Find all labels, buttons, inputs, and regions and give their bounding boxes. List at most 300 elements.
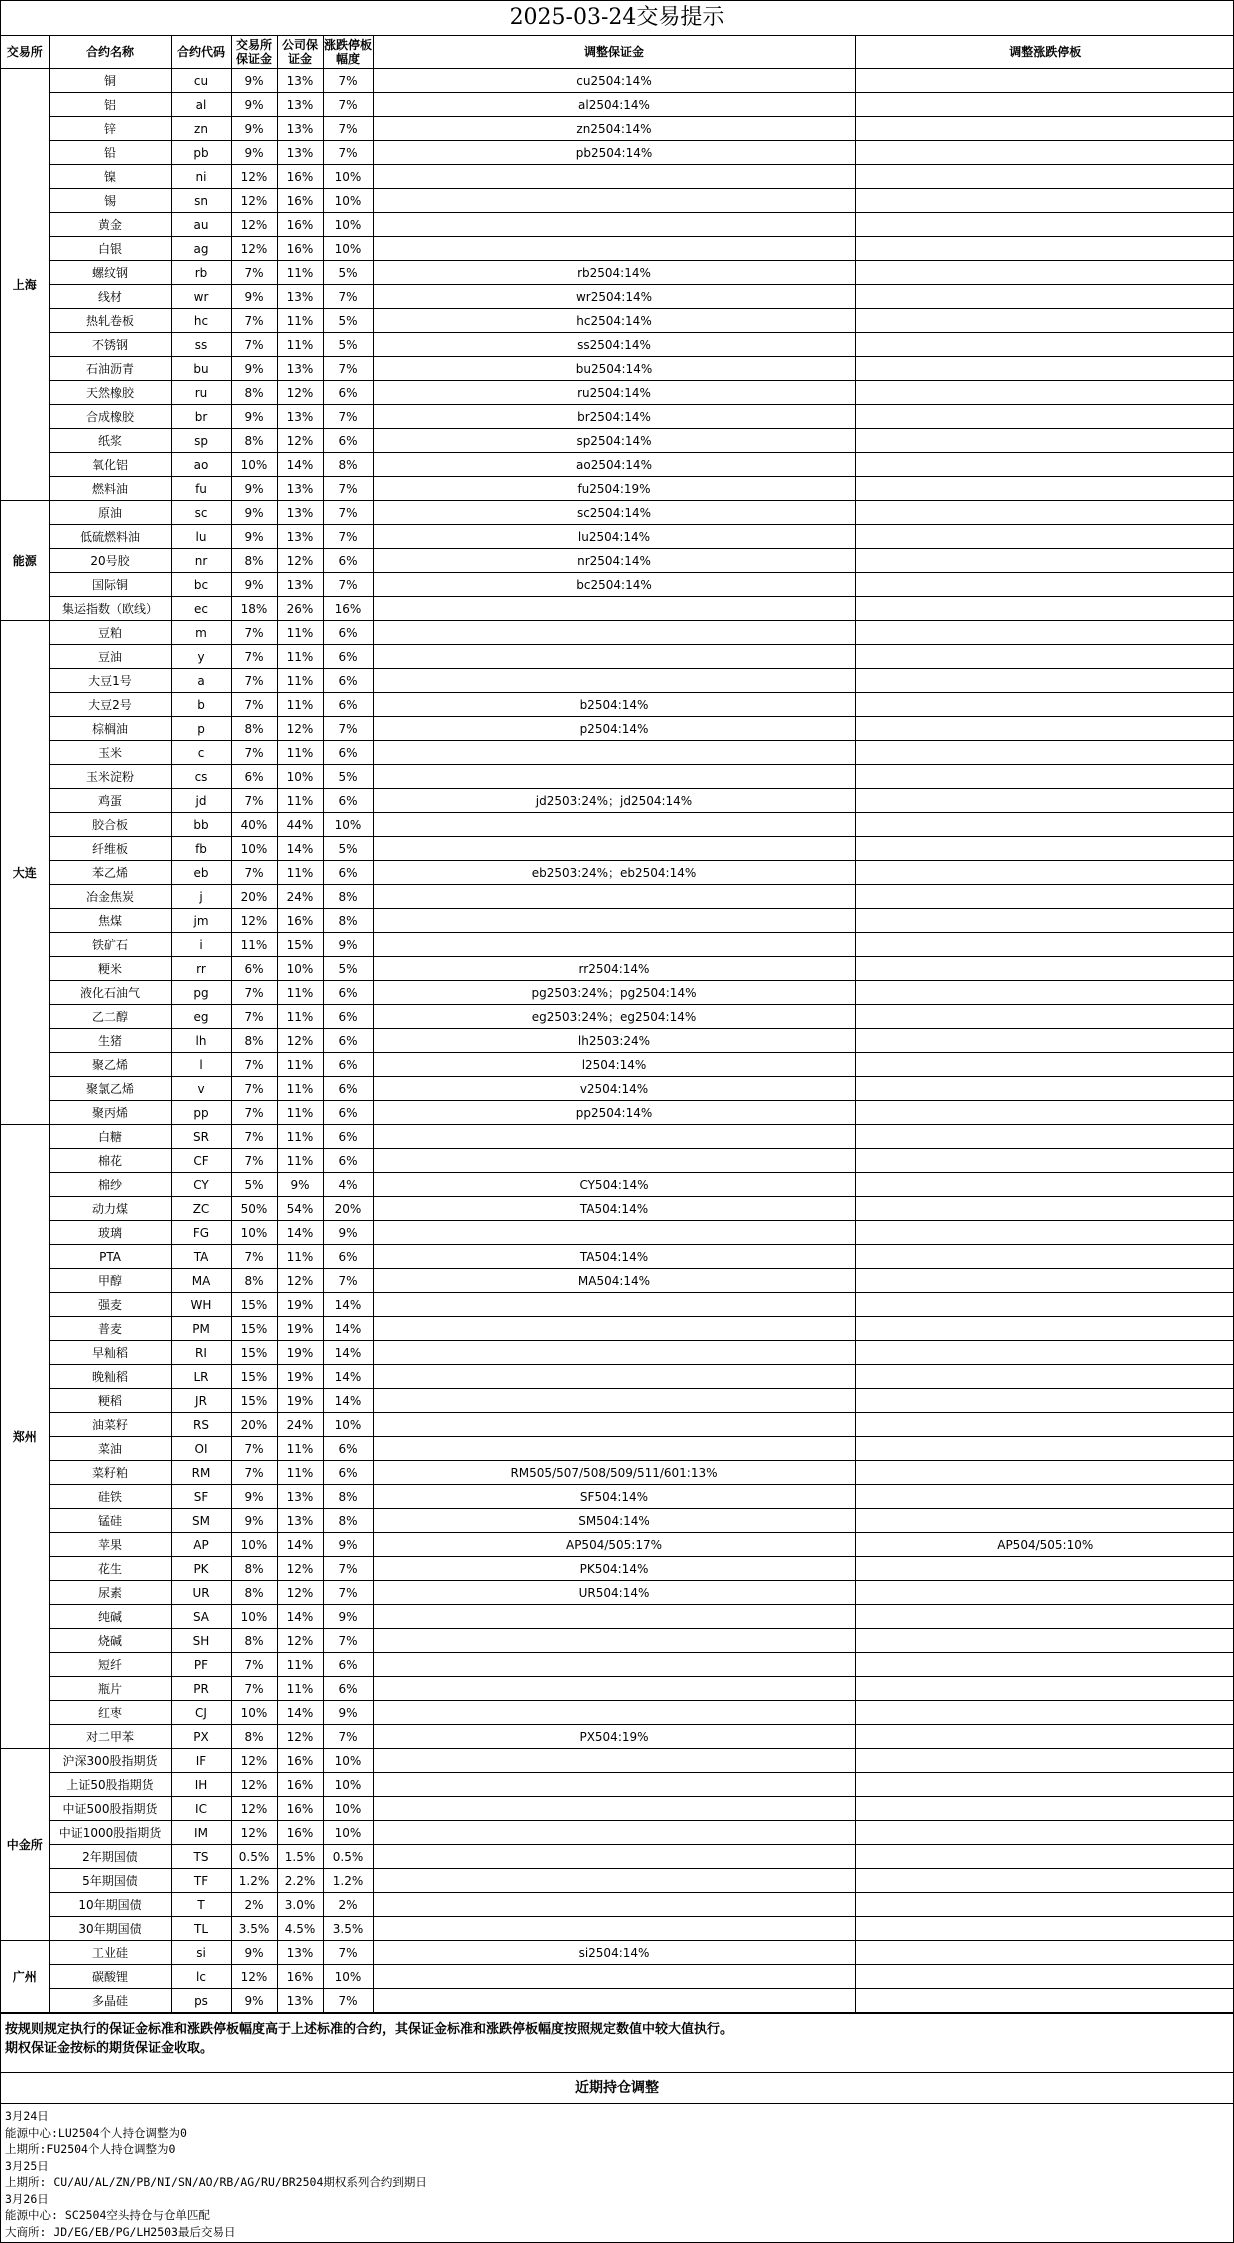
company-margin-cell: 11% [277, 861, 323, 885]
exchange-margin-cell: 10% [231, 1221, 277, 1245]
company-margin-cell: 13% [277, 525, 323, 549]
adjusted-margin-cell [373, 1749, 855, 1773]
company-margin-cell: 11% [277, 645, 323, 669]
adjusted-limit-cell [855, 285, 1234, 309]
adjusted-limit-cell [855, 525, 1234, 549]
exchange-margin-cell: 50% [231, 1197, 277, 1221]
price-limit-cell: 7% [323, 1581, 373, 1605]
contract-name-cell: 液化石油气 [49, 981, 171, 1005]
contract-code-cell: SR [171, 1125, 231, 1149]
table-row [1, 213, 1234, 237]
table-row [1, 285, 1234, 309]
company-margin-cell: 13% [277, 1485, 323, 1509]
contract-name-cell: 低硫燃料油 [49, 525, 171, 549]
adjusted-limit-cell [855, 1701, 1234, 1725]
adjusted-limit-cell [855, 573, 1234, 597]
contract-name-cell: 苹果 [49, 1533, 171, 1557]
company-margin-cell: 16% [277, 237, 323, 261]
adjusted-limit-cell [855, 789, 1234, 813]
contract-code-cell: CY [171, 1173, 231, 1197]
contract-name-cell: 纸浆 [49, 429, 171, 453]
adjusted-limit-cell [855, 237, 1234, 261]
contract-code-cell: IM [171, 1821, 231, 1845]
notes-block [1, 2013, 1233, 2068]
contract-code-cell: au [171, 213, 231, 237]
table-row [1, 1341, 1234, 1365]
adjusted-margin-cell: si2504:14% [373, 1941, 855, 1965]
contract-code-cell: jd [171, 789, 231, 813]
exchange-margin-cell: 7% [231, 261, 277, 285]
price-limit-cell: 2% [323, 1893, 373, 1917]
contract-name-cell: 中证1000股指期货 [49, 1821, 171, 1845]
contract-code-cell: cs [171, 765, 231, 789]
contract-name-cell: 鸡蛋 [49, 789, 171, 813]
adjusted-limit-cell [855, 861, 1234, 885]
contract-code-cell: al [171, 93, 231, 117]
contract-name-cell: 合成橡胶 [49, 405, 171, 429]
exchange-margin-cell: 7% [231, 621, 277, 645]
company-margin-cell: 11% [277, 1677, 323, 1701]
company-margin-cell: 14% [277, 453, 323, 477]
company-margin-cell: 11% [277, 1461, 323, 1485]
contract-code-cell: FG [171, 1221, 231, 1245]
adjusted-margin-cell: pb2504:14% [373, 141, 855, 165]
contract-name-cell: 红枣 [49, 1701, 171, 1725]
contract-name-cell: 铅 [49, 141, 171, 165]
table-row [1, 669, 1234, 693]
contract-name-cell: 铁矿石 [49, 933, 171, 957]
table-row [1, 1413, 1234, 1437]
exchange-margin-cell: 20% [231, 1413, 277, 1437]
adjusted-limit-cell [855, 189, 1234, 213]
exchange-margin-cell: 12% [231, 1797, 277, 1821]
adjusted-margin-cell [373, 765, 855, 789]
contract-code-cell: eg [171, 1005, 231, 1029]
contract-code-cell: SM [171, 1509, 231, 1533]
adjusted-margin-cell: al2504:14% [373, 93, 855, 117]
adjusted-limit-cell [855, 621, 1234, 645]
table-row [1, 1197, 1234, 1221]
company-margin-cell: 11% [277, 333, 323, 357]
price-limit-cell: 6% [323, 429, 373, 453]
price-limit-cell: 7% [323, 69, 373, 93]
contract-name-cell: 纯碱 [49, 1605, 171, 1629]
adjusted-margin-cell: eb2503:24%；eb2504:14% [373, 861, 855, 885]
price-limit-cell: 6% [323, 1677, 373, 1701]
price-limit-cell: 14% [323, 1365, 373, 1389]
company-margin-cell: 11% [277, 981, 323, 1005]
contract-code-cell: pb [171, 141, 231, 165]
contract-code-cell: sn [171, 189, 231, 213]
table-row [1, 357, 1234, 381]
adjusted-margin-cell [373, 1389, 855, 1413]
company-margin-cell: 19% [277, 1365, 323, 1389]
table-row [1, 1149, 1234, 1173]
contract-name-cell: 粳稻 [49, 1389, 171, 1413]
contract-name-cell: 沪深300股指期货 [49, 1749, 171, 1773]
table-row [1, 405, 1234, 429]
contract-name-cell: 工业硅 [49, 1941, 171, 1965]
contract-code-cell: ni [171, 165, 231, 189]
company-margin-cell: 11% [277, 1077, 323, 1101]
adjusted-margin-cell [373, 741, 855, 765]
company-margin-cell: 11% [277, 1053, 323, 1077]
adjusted-limit-cell [855, 1917, 1234, 1941]
contract-name-cell: 动力煤 [49, 1197, 171, 1221]
company-margin-cell: 11% [277, 1653, 323, 1677]
contract-code-cell: RI [171, 1341, 231, 1365]
price-limit-cell: 6% [323, 1149, 373, 1173]
company-margin-cell: 3.0% [277, 1893, 323, 1917]
table-row [1, 189, 1234, 213]
contract-code-cell: ec [171, 597, 231, 621]
company-margin-cell: 10% [277, 765, 323, 789]
table-row [1, 1437, 1234, 1461]
price-limit-cell: 7% [323, 1725, 373, 1749]
company-margin-cell: 11% [277, 1149, 323, 1173]
adjusted-margin-cell: SM504:14% [373, 1509, 855, 1533]
contract-name-cell: 锡 [49, 189, 171, 213]
exchange-margin-cell: 7% [231, 1653, 277, 1677]
contract-code-cell: bu [171, 357, 231, 381]
contract-code-cell: T [171, 1893, 231, 1917]
adjusted-limit-cell [855, 333, 1234, 357]
contract-name-cell: 晚籼稻 [49, 1365, 171, 1389]
adjusted-limit-cell [855, 1149, 1234, 1173]
contract-name-cell: 锰硅 [49, 1509, 171, 1533]
exchange-margin-cell: 8% [231, 1557, 277, 1581]
exchange-margin-cell: 9% [231, 1485, 277, 1509]
company-margin-cell: 16% [277, 165, 323, 189]
header-contract-name: 合约名称 [49, 36, 171, 69]
contract-name-cell: 甲醇 [49, 1269, 171, 1293]
company-margin-cell: 13% [277, 1941, 323, 1965]
contract-code-cell: jm [171, 909, 231, 933]
table-row [1, 1965, 1234, 1989]
contract-code-cell: AP [171, 1533, 231, 1557]
company-margin-cell: 11% [277, 669, 323, 693]
adjusted-limit-cell [855, 1509, 1234, 1533]
header-contract-code: 合约代码 [171, 36, 231, 69]
adjusted-limit-cell [855, 1317, 1234, 1341]
adjusted-limit-cell [855, 357, 1234, 381]
contract-code-cell: v [171, 1077, 231, 1101]
adjusted-limit-cell [855, 381, 1234, 405]
contract-name-cell: 玻璃 [49, 1221, 171, 1245]
contract-name-cell: 螺纹钢 [49, 261, 171, 285]
adjusted-limit-cell [855, 1845, 1234, 1869]
header-adjusted-limit: 调整涨跌停板 [855, 36, 1234, 69]
adjusted-margin-cell: hc2504:14% [373, 309, 855, 333]
contract-code-cell: br [171, 405, 231, 429]
contract-name-cell: 白银 [49, 237, 171, 261]
adjusted-limit-cell [855, 1245, 1234, 1269]
adjusted-margin-cell: TA504:14% [373, 1245, 855, 1269]
adjusted-margin-cell [373, 1821, 855, 1845]
adjusted-limit-cell [855, 1989, 1234, 2013]
contract-code-cell: sc [171, 501, 231, 525]
table-row [1, 1509, 1234, 1533]
adjusted-margin-cell [373, 1917, 855, 1941]
price-limit-cell: 6% [323, 1245, 373, 1269]
company-margin-cell: 44% [277, 813, 323, 837]
adjusted-margin-cell: rb2504:14% [373, 261, 855, 285]
contract-code-cell: MA [171, 1269, 231, 1293]
adjusted-margin-cell [373, 597, 855, 621]
contract-code-cell: IC [171, 1797, 231, 1821]
contract-name-cell: 天然橡胶 [49, 381, 171, 405]
price-limit-cell: 10% [323, 1749, 373, 1773]
adjusted-margin-cell: lh2503:24% [373, 1029, 855, 1053]
adjusted-limit-cell [855, 69, 1234, 93]
adjusted-margin-cell: b2504:14% [373, 693, 855, 717]
adjusted-margin-cell: PK504:14% [373, 1557, 855, 1581]
adjusted-margin-cell: CY504:14% [373, 1173, 855, 1197]
price-limit-cell: 7% [323, 1629, 373, 1653]
adjusted-limit-cell [855, 1461, 1234, 1485]
price-limit-cell: 9% [323, 933, 373, 957]
company-margin-cell: 13% [277, 117, 323, 141]
adjusted-limit-cell [855, 1965, 1234, 1989]
adjusted-margin-cell: fu2504:19% [373, 477, 855, 501]
price-limit-cell: 7% [323, 405, 373, 429]
company-margin-cell: 13% [277, 477, 323, 501]
contract-name-cell: 花生 [49, 1557, 171, 1581]
contract-code-cell: m [171, 621, 231, 645]
contract-code-cell: IF [171, 1749, 231, 1773]
position-adjustment-line: 能源中心: SC2504空头持仓与仓单匹配 [5, 2208, 210, 2222]
contract-name-cell: 菜籽粕 [49, 1461, 171, 1485]
table-row [1, 1389, 1234, 1413]
adjusted-limit-cell [855, 1365, 1234, 1389]
adjusted-margin-cell [373, 1437, 855, 1461]
adjusted-limit-cell [855, 981, 1234, 1005]
price-limit-cell: 6% [323, 621, 373, 645]
adjusted-limit-cell: AP504/505:10% [855, 1533, 1234, 1557]
adjusted-margin-cell [373, 621, 855, 645]
price-limit-cell: 6% [323, 381, 373, 405]
contract-code-cell: PF [171, 1653, 231, 1677]
company-margin-cell: 12% [277, 1269, 323, 1293]
adjusted-margin-cell: bu2504:14% [373, 357, 855, 381]
adjusted-limit-cell [855, 141, 1234, 165]
contract-code-cell: CF [171, 1149, 231, 1173]
table-row [1, 1125, 1234, 1149]
adjusted-margin-cell: br2504:14% [373, 405, 855, 429]
contract-name-cell: 对二甲苯 [49, 1725, 171, 1749]
adjusted-limit-cell [855, 1677, 1234, 1701]
table-row [1, 1653, 1234, 1677]
adjusted-margin-cell [373, 237, 855, 261]
adjusted-limit-cell [855, 669, 1234, 693]
company-margin-cell: 16% [277, 1749, 323, 1773]
exchange-margin-cell: 7% [231, 1437, 277, 1461]
contract-name-cell: 豆油 [49, 645, 171, 669]
price-limit-cell: 10% [323, 1965, 373, 1989]
price-limit-cell: 10% [323, 237, 373, 261]
adjusted-margin-cell: pp2504:14% [373, 1101, 855, 1125]
contract-name-cell: 铜 [49, 69, 171, 93]
table-row [1, 309, 1234, 333]
adjusted-limit-cell [855, 405, 1234, 429]
contract-code-cell: nr [171, 549, 231, 573]
contract-name-cell: 30年期国债 [49, 1917, 171, 1941]
price-limit-cell: 10% [323, 1797, 373, 1821]
table-row [1, 1629, 1234, 1653]
position-adjustment-line: 3月25日 [5, 2158, 49, 2173]
adjusted-limit-cell [855, 1893, 1234, 1917]
company-margin-cell: 16% [277, 1797, 323, 1821]
contract-code-cell: TS [171, 1845, 231, 1869]
adjusted-limit-cell [855, 1389, 1234, 1413]
price-limit-cell: 6% [323, 1101, 373, 1125]
adjusted-margin-cell: lu2504:14% [373, 525, 855, 549]
adjusted-margin-cell: sc2504:14% [373, 501, 855, 525]
exchange-margin-cell: 9% [231, 357, 277, 381]
adjusted-margin-cell: rr2504:14% [373, 957, 855, 981]
exchange-cell: 能源 [1, 501, 49, 621]
table-row [1, 1557, 1234, 1581]
table-row [1, 117, 1234, 141]
adjusted-margin-cell: wr2504:14% [373, 285, 855, 309]
price-limit-cell: 6% [323, 693, 373, 717]
exchange-margin-cell: 8% [231, 1269, 277, 1293]
contract-name-cell: 苯乙烯 [49, 861, 171, 885]
price-limit-cell: 8% [323, 1485, 373, 1509]
price-limit-cell: 14% [323, 1389, 373, 1413]
contract-name-cell: 豆粕 [49, 621, 171, 645]
company-margin-cell: 10% [277, 957, 323, 981]
price-limit-cell: 6% [323, 1653, 373, 1677]
company-margin-cell: 12% [277, 549, 323, 573]
company-margin-cell: 11% [277, 309, 323, 333]
price-limit-cell: 4% [323, 1173, 373, 1197]
exchange-margin-cell: 15% [231, 1365, 277, 1389]
adjusted-margin-cell: SF504:14% [373, 1485, 855, 1509]
adjusted-limit-cell [855, 645, 1234, 669]
position-adjustment-list [1, 2104, 1233, 2242]
table-row [1, 1581, 1234, 1605]
adjusted-margin-cell: ru2504:14% [373, 381, 855, 405]
contract-name-cell: 5年期国债 [49, 1869, 171, 1893]
price-limit-cell: 16% [323, 597, 373, 621]
price-limit-cell: 7% [323, 573, 373, 597]
table-row [1, 525, 1234, 549]
table-row [1, 1941, 1234, 1965]
adjusted-limit-cell [855, 1173, 1234, 1197]
exchange-margin-cell: 12% [231, 237, 277, 261]
price-limit-cell: 10% [323, 213, 373, 237]
price-limit-cell: 7% [323, 525, 373, 549]
table-row [1, 1461, 1234, 1485]
contract-code-cell: rr [171, 957, 231, 981]
contract-name-cell: 乙二醇 [49, 1005, 171, 1029]
table-row [1, 477, 1234, 501]
adjusted-margin-cell: ss2504:14% [373, 333, 855, 357]
company-margin-cell: 2.2% [277, 1869, 323, 1893]
table-row [1, 621, 1234, 645]
table-row [1, 1917, 1234, 1941]
adjusted-margin-cell [373, 1413, 855, 1437]
contract-code-cell: fu [171, 477, 231, 501]
company-margin-cell: 13% [277, 357, 323, 381]
contract-name-cell: 上证50股指期货 [49, 1773, 171, 1797]
contract-name-cell: 焦煤 [49, 909, 171, 933]
adjusted-margin-cell [373, 213, 855, 237]
adjusted-limit-cell [855, 1029, 1234, 1053]
adjusted-margin-cell: MA504:14% [373, 1269, 855, 1293]
contract-code-cell: i [171, 933, 231, 957]
contract-name-cell: 强麦 [49, 1293, 171, 1317]
company-margin-cell: 16% [277, 1821, 323, 1845]
price-limit-cell: 5% [323, 765, 373, 789]
adjusted-limit-cell [855, 1341, 1234, 1365]
company-margin-cell: 12% [277, 1581, 323, 1605]
adjusted-margin-cell [373, 189, 855, 213]
contract-code-cell: PK [171, 1557, 231, 1581]
adjusted-margin-cell [373, 645, 855, 669]
adjusted-margin-cell: zn2504:14% [373, 117, 855, 141]
exchange-margin-cell: 7% [231, 1005, 277, 1029]
adjusted-margin-cell [373, 1869, 855, 1893]
adjusted-limit-cell [855, 1629, 1234, 1653]
price-limit-cell: 10% [323, 1413, 373, 1437]
adjusted-limit-cell [855, 93, 1234, 117]
price-limit-cell: 6% [323, 645, 373, 669]
contract-name-cell: 白糖 [49, 1125, 171, 1149]
adjusted-margin-cell [373, 1629, 855, 1653]
company-margin-cell: 13% [277, 1509, 323, 1533]
exchange-margin-cell: 12% [231, 189, 277, 213]
company-margin-cell: 4.5% [277, 1917, 323, 1941]
adjusted-limit-cell [855, 597, 1234, 621]
price-limit-cell: 6% [323, 789, 373, 813]
adjusted-limit-cell [855, 501, 1234, 525]
adjusted-margin-cell [373, 1677, 855, 1701]
price-limit-cell: 6% [323, 1005, 373, 1029]
table-row [1, 1677, 1234, 1701]
price-limit-cell: 9% [323, 1221, 373, 1245]
price-limit-cell: 9% [323, 1701, 373, 1725]
adjusted-margin-cell [373, 1221, 855, 1245]
table-row [1, 765, 1234, 789]
exchange-margin-cell: 12% [231, 909, 277, 933]
contract-name-cell: 烧碱 [49, 1629, 171, 1653]
table-row [1, 453, 1234, 477]
table-row [1, 1053, 1234, 1077]
contract-name-cell: 玉米 [49, 741, 171, 765]
company-margin-cell: 11% [277, 1101, 323, 1125]
company-margin-cell: 14% [277, 837, 323, 861]
contract-code-cell: ru [171, 381, 231, 405]
price-limit-cell: 14% [323, 1341, 373, 1365]
exchange-margin-cell: 8% [231, 1581, 277, 1605]
adjusted-limit-cell [855, 933, 1234, 957]
exchange-margin-cell: 12% [231, 1965, 277, 1989]
exchange-margin-cell: 11% [231, 933, 277, 957]
contract-code-cell: cu [171, 69, 231, 93]
contract-code-cell: OI [171, 1437, 231, 1461]
contract-name-cell: 2年期国债 [49, 1845, 171, 1869]
adjusted-limit-cell [855, 909, 1234, 933]
table-row [1, 813, 1234, 837]
exchange-margin-cell: 7% [231, 789, 277, 813]
price-limit-cell: 6% [323, 549, 373, 573]
contract-code-cell: y [171, 645, 231, 669]
header-price-limit: 涨跌停板幅度 [323, 36, 373, 69]
adjusted-limit-cell [855, 429, 1234, 453]
contract-code-cell: zn [171, 117, 231, 141]
